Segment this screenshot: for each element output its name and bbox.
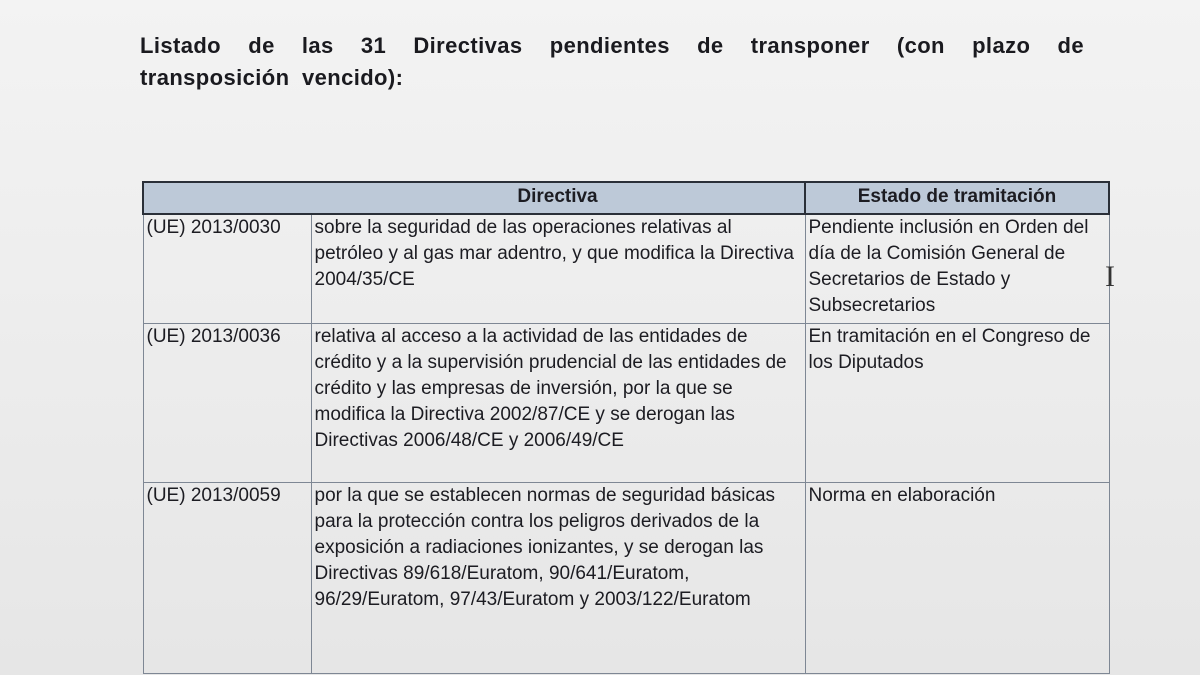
table-row bbox=[143, 483, 1109, 674]
text-cursor-icon: I bbox=[1105, 260, 1115, 293]
directive-description: relativa al acceso a la actividad de las entidades de crédito y a la supervisión prudencial de las entidades de crédito y las empresas de inversión, por la que se modifica la Directiva 2002/87/CE y se derogan las Directivas 2006/48/CE y 2006/49/CE bbox=[311, 324, 805, 483]
header-code bbox=[143, 182, 311, 214]
table-row bbox=[143, 324, 1109, 483]
header-estado: Estado de tramitación bbox=[805, 182, 1109, 214]
header-directiva: Directiva bbox=[311, 182, 805, 214]
table-row bbox=[143, 214, 1109, 324]
directives-table bbox=[142, 181, 1110, 674]
directive-description: por la que se establecen normas de seguridad básicas para la protección contra los peligros derivados de la exposición a radiaciones ionizantes, y se derogan las Directivas 89/618/Euratom, 90/641/Euratom, 96/29/Euratom, 97/43/Euratom y 2003/122/Euratom bbox=[311, 483, 805, 674]
directive-status: Norma en elaboración bbox=[805, 483, 1109, 674]
document-heading: Listado de las 31 Directivas pendientes de transponer (con plazo de transposición vencido): bbox=[140, 33, 1084, 90]
header-row bbox=[143, 182, 1109, 214]
table-body bbox=[143, 214, 1109, 674]
directive-status: En tramitación en el Congreso de los Diputados bbox=[805, 324, 1109, 483]
directive-code: (UE) 2013/0036 bbox=[143, 324, 311, 483]
directive-code: (UE) 2013/0030 bbox=[143, 214, 311, 324]
directives-table-container bbox=[142, 181, 1108, 674]
directive-status: Pendiente inclusión en Orden del día de la Comisión General de Secretarios de Estado y Subsecretarios bbox=[805, 214, 1109, 324]
table-header bbox=[143, 182, 1109, 214]
directive-code: (UE) 2013/0059 bbox=[143, 483, 311, 674]
directive-description: sobre la seguridad de las operaciones relativas al petróleo y al gas mar adentro, y que modifica la Directiva 2004/35/CE bbox=[311, 214, 805, 324]
